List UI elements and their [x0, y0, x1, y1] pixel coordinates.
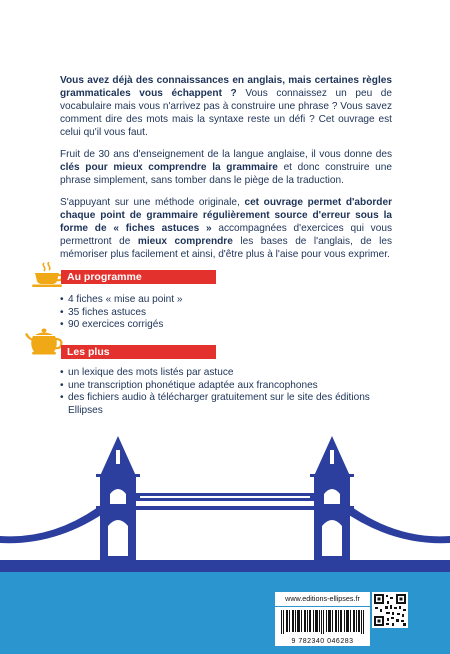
barcode	[275, 607, 370, 646]
plus-list	[60, 367, 400, 417]
teapot-icon	[24, 327, 64, 356]
blurb-text: Vous connaissez un peu de vocabulaire mais vous n'arrivez pas à construire une phrase ? Vous savez comment dire des mots mais la syntaxe reste un défi ? Cet ouvrage est celui qu'il vous faut.	[60, 88, 393, 138]
tower-bridge-illustration	[0, 436, 450, 576]
blurb-text: les bases de l'anglais, de les mémoriser plus facilement et ainsi, d'être plus à l'aise pour vous exprimer.	[60, 236, 393, 260]
blurb-highlight: clés pour mieux comprendre la grammaire	[60, 162, 278, 173]
blurb-text: S'appuyant sur une méthode originale,	[60, 197, 245, 208]
programme-title: Au programme	[67, 271, 142, 283]
blurb	[60, 74, 392, 270]
blurb-highlight: mieux comprendre	[137, 236, 233, 247]
programme-list	[60, 294, 400, 332]
blurb-paragraph-3	[60, 196, 392, 261]
isbn-number: 9 782340 046283	[291, 638, 354, 645]
blurb-text: et donc construire une phrase simplement, sans tomber dans le piège de la traduction.	[60, 162, 392, 186]
qr-pattern	[372, 592, 408, 628]
list-item: • des fichiers audio à télécharger gratuitement sur le site des éditions Ellipses	[60, 392, 400, 417]
blurb-paragraph-1	[60, 74, 392, 139]
qr-code[interactable]	[372, 592, 408, 628]
blurb-text: accompagnées d'exercices qui vous permettront de	[60, 223, 393, 247]
blurb-paragraph-2	[60, 148, 392, 187]
blurb-lead: Vous avez déjà des connaissances en anglais, mais certaines règles grammaticales vous échappent ?	[60, 75, 392, 99]
list-item: • une transcription phonétique adaptée aux francophones	[60, 380, 400, 393]
plus-title: Les plus	[67, 346, 110, 358]
publisher-url[interactable]: www.editions-ellipses.fr	[275, 592, 370, 606]
blurb-text: Fruit de 30 ans d'enseignement de la langue anglaise, il vous donne des	[60, 149, 392, 160]
list-item: • 35 fiches astuces	[60, 307, 400, 320]
list-item: • un lexique des mots listés par astuce	[60, 367, 400, 380]
list-item: • 90 exercices corrigés	[60, 319, 400, 332]
teacup-icon	[30, 262, 64, 288]
blurb-highlight: cet ouvrage permet d'aborder chaque point de grammaire régulièrement source d'erreur sous la forme de « fiches astuces »	[60, 197, 392, 234]
list-item: • 4 fiches « mise au point »	[60, 294, 400, 307]
barcode-bars	[281, 610, 364, 634]
